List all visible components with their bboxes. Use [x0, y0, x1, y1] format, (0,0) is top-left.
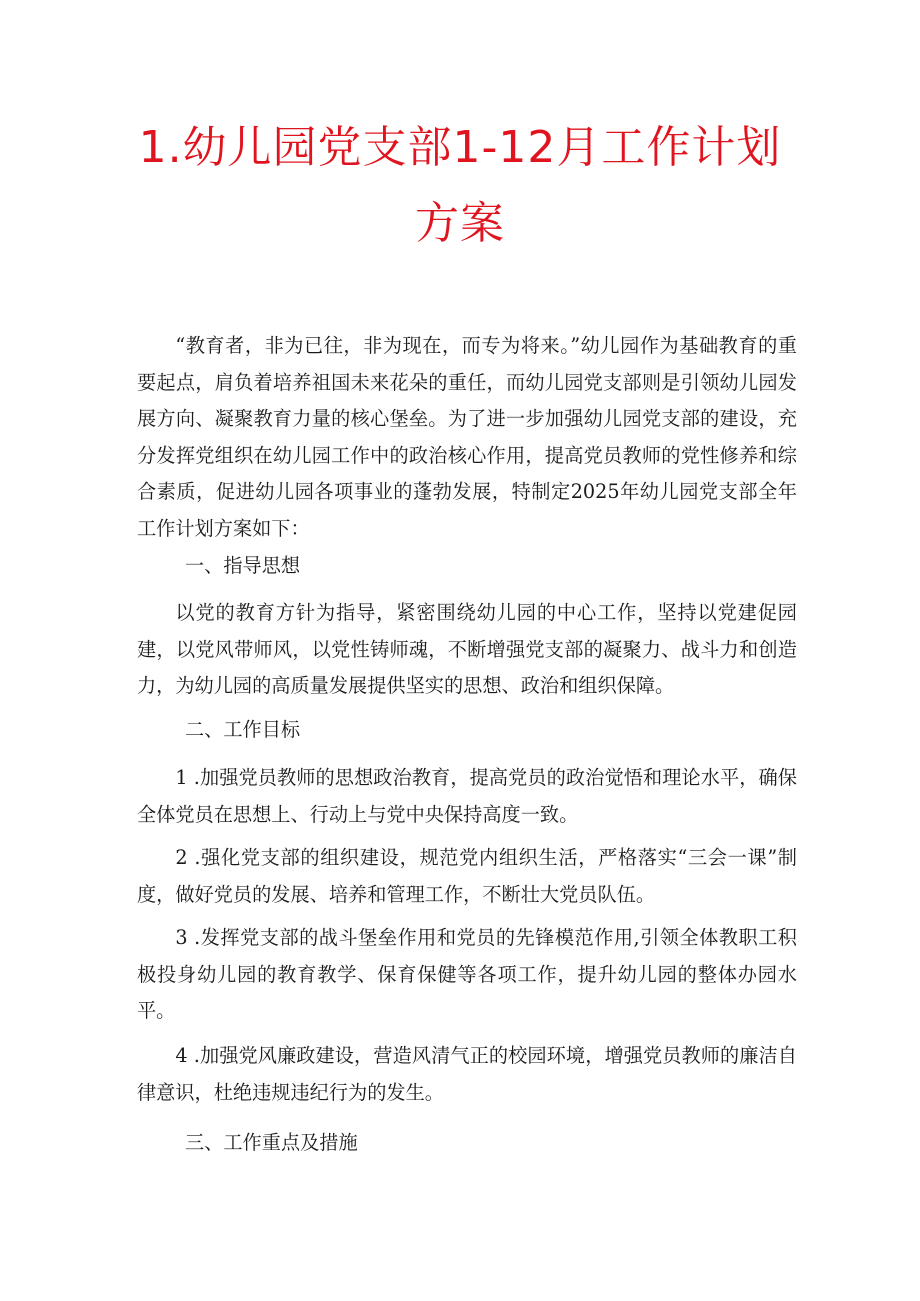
goal-item: 1 .加强党员教师的思想政治教育，提高党员的政治觉悟和理论水平，确保全体党员在思想上、行动上与党中央保持高度一致。	[137, 766, 797, 826]
section-heading-key-work: 三、工作重点及措施	[185, 1131, 358, 1154]
goal-item: 4 .加强党风廉政建设，营造风清气正的校园环境，增强党员教师的廉洁自律意识，杜绝违规违纪行为的发生。	[137, 1044, 797, 1104]
guiding-ideology-paragraph: 以党的教育方针为指导，紧密围绕幼儿园的中心工作，坚持以党建促园建，以党风带师风，以党性铸师魂，不断增强党支部的凝聚力、战斗力和创造力，为幼儿园的高质量发展提供坚实的思想、政治和组织保障。	[137, 601, 797, 697]
document-title-line2: 方案	[415, 198, 505, 249]
goal-item: 2 .强化党支部的组织建设，规范党内组织生活，严格落实“三会一课”制度，做好党员的发展、培养和管理工作，不断壮大党员队伍。	[137, 846, 797, 906]
document-title-line1: 1.幼儿园党支部1-12月工作计划	[138, 122, 782, 173]
intro-paragraph: “教育者，非为已往，非为现在，而专为将来。”幼儿园作为基础教育的重要起点，肩负着培养祖国未来花朵的重任，而幼儿园党支部则是引领幼儿园发展方向、凝聚教育力量的核心堡垒。为了进一步加强幼儿园党支部的建设，充分发挥党组织在幼儿园工作中的政治核心作用，提高党员教师的党性修养和综合素质，促进幼儿园各项事业的蓬勃发展，特制定2025年幼儿园党支部全年工作计划方案如下：	[137, 334, 797, 540]
section-heading-work-goals: 二、工作目标	[185, 718, 301, 741]
goal-item: 3 .发挥党支部的战斗堡垒作用和党员的先锋模范作用,引领全体教职工积极投身幼儿园的教育教学、保育保健等各项工作，提升幼儿园的整体办园水平。	[137, 926, 797, 1022]
section-heading-guiding-ideology: 一、指导思想	[185, 554, 301, 577]
